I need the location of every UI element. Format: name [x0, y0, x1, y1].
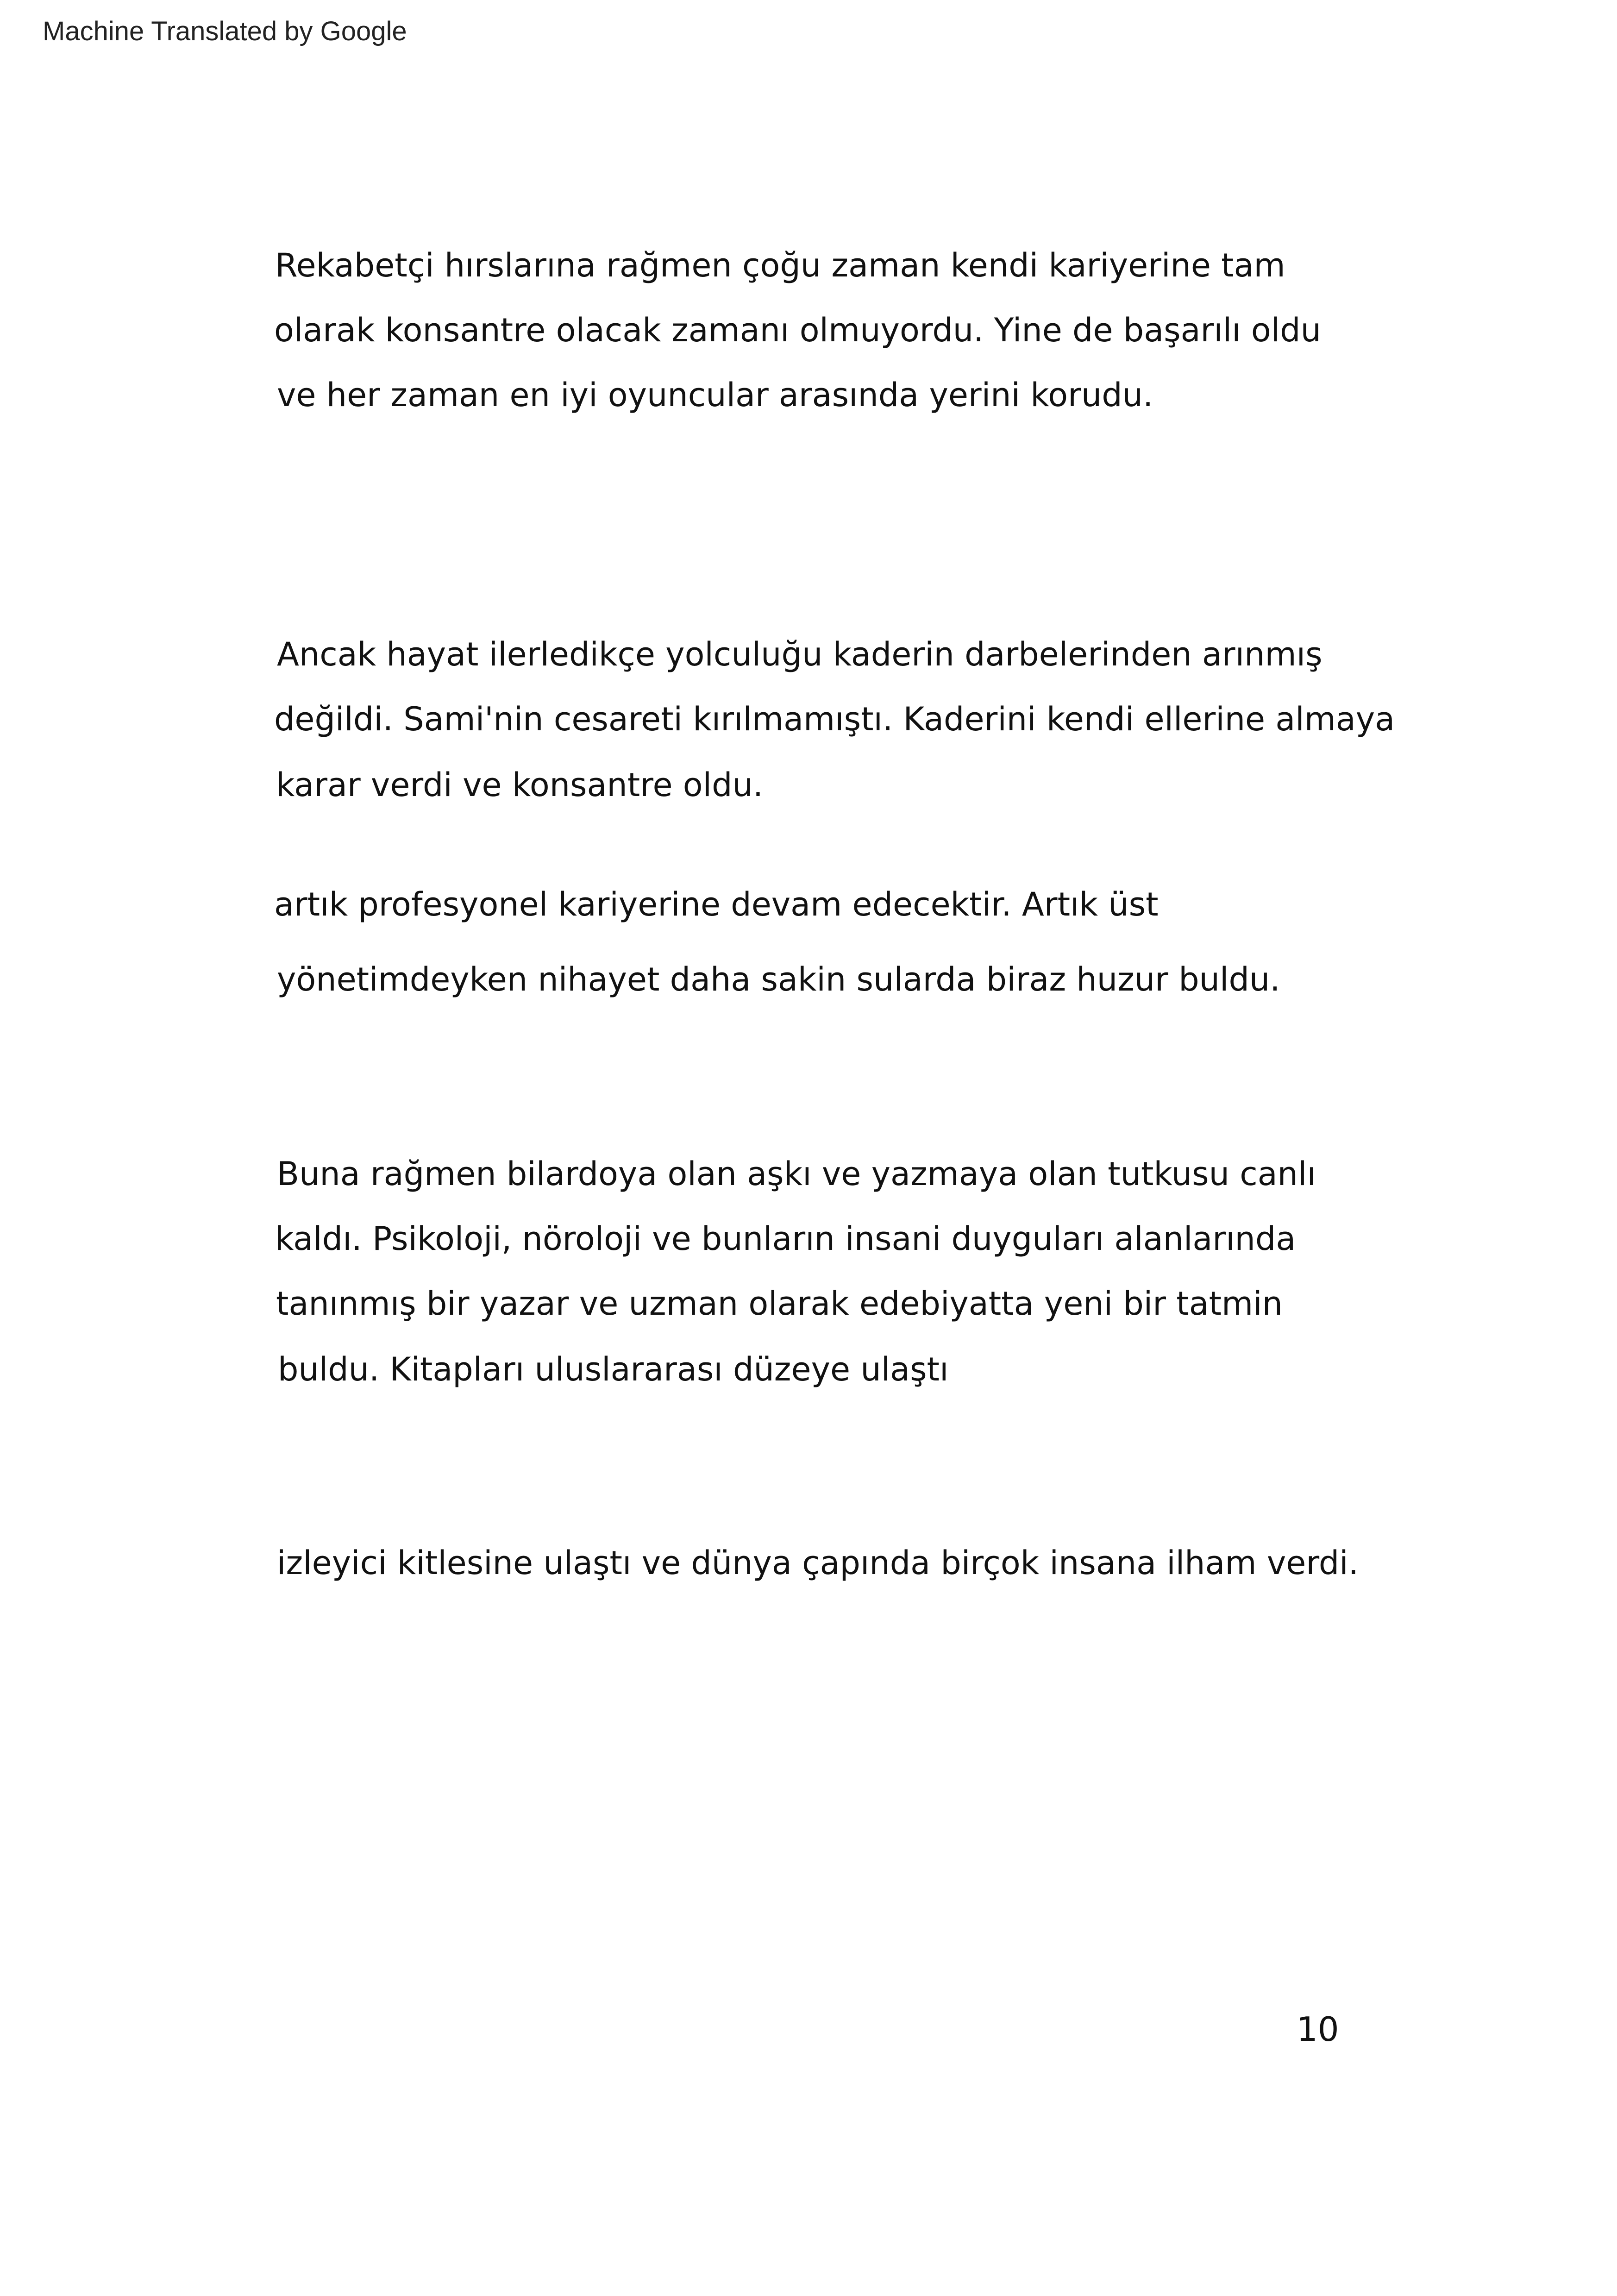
paragraph-line: karar verdi ve konsantre oldu.	[276, 766, 764, 804]
paragraph-line: Ancak hayat ilerledikçe yolculuğu kaderin darbelerinden arınmış	[277, 635, 1322, 673]
paragraph-line: ve her zaman en iyi oyuncular arasında yerini korudu.	[277, 376, 1153, 414]
paragraph-line: tanınmış bir yazar ve uzman olarak edebiyatta yeni bir tatmin	[276, 1285, 1283, 1323]
paragraph-line: buldu. Kitapları uluslararası düzeye ulaştı	[278, 1350, 949, 1388]
paragraph-line: Buna rağmen bilardoya olan aşkı ve yazmaya olan tutkusu canlı	[277, 1155, 1316, 1193]
paragraph-line: artık profesyonel kariyerine devam edecektir. Artık üst	[274, 885, 1159, 923]
paragraph-line: Rekabetçi hırslarına rağmen çoğu zaman kendi kariyerine tam	[275, 246, 1285, 284]
paragraph-line: yönetimdeyken nihayet daha sakin sularda biraz huzur buldu.	[277, 960, 1280, 998]
paragraph-line: olarak konsantre olacak zamanı olmuyordu. Yine de başarılı oldu	[274, 311, 1321, 349]
paragraph-line: izleyici kitlesine ulaştı ve dünya çapında birçok insana ilham verdi.	[277, 1544, 1359, 1582]
page-number: 10	[1297, 2010, 1339, 2049]
paragraph-line: değildi. Sami'nin cesareti kırılmamıştı. Kaderini kendi ellerine almaya	[274, 700, 1395, 738]
machine-translation-banner: Machine Translated by Google	[43, 16, 407, 46]
paragraph-line: kaldı. Psikoloji, nöroloji ve bunların insani duyguları alanlarında	[275, 1220, 1296, 1258]
